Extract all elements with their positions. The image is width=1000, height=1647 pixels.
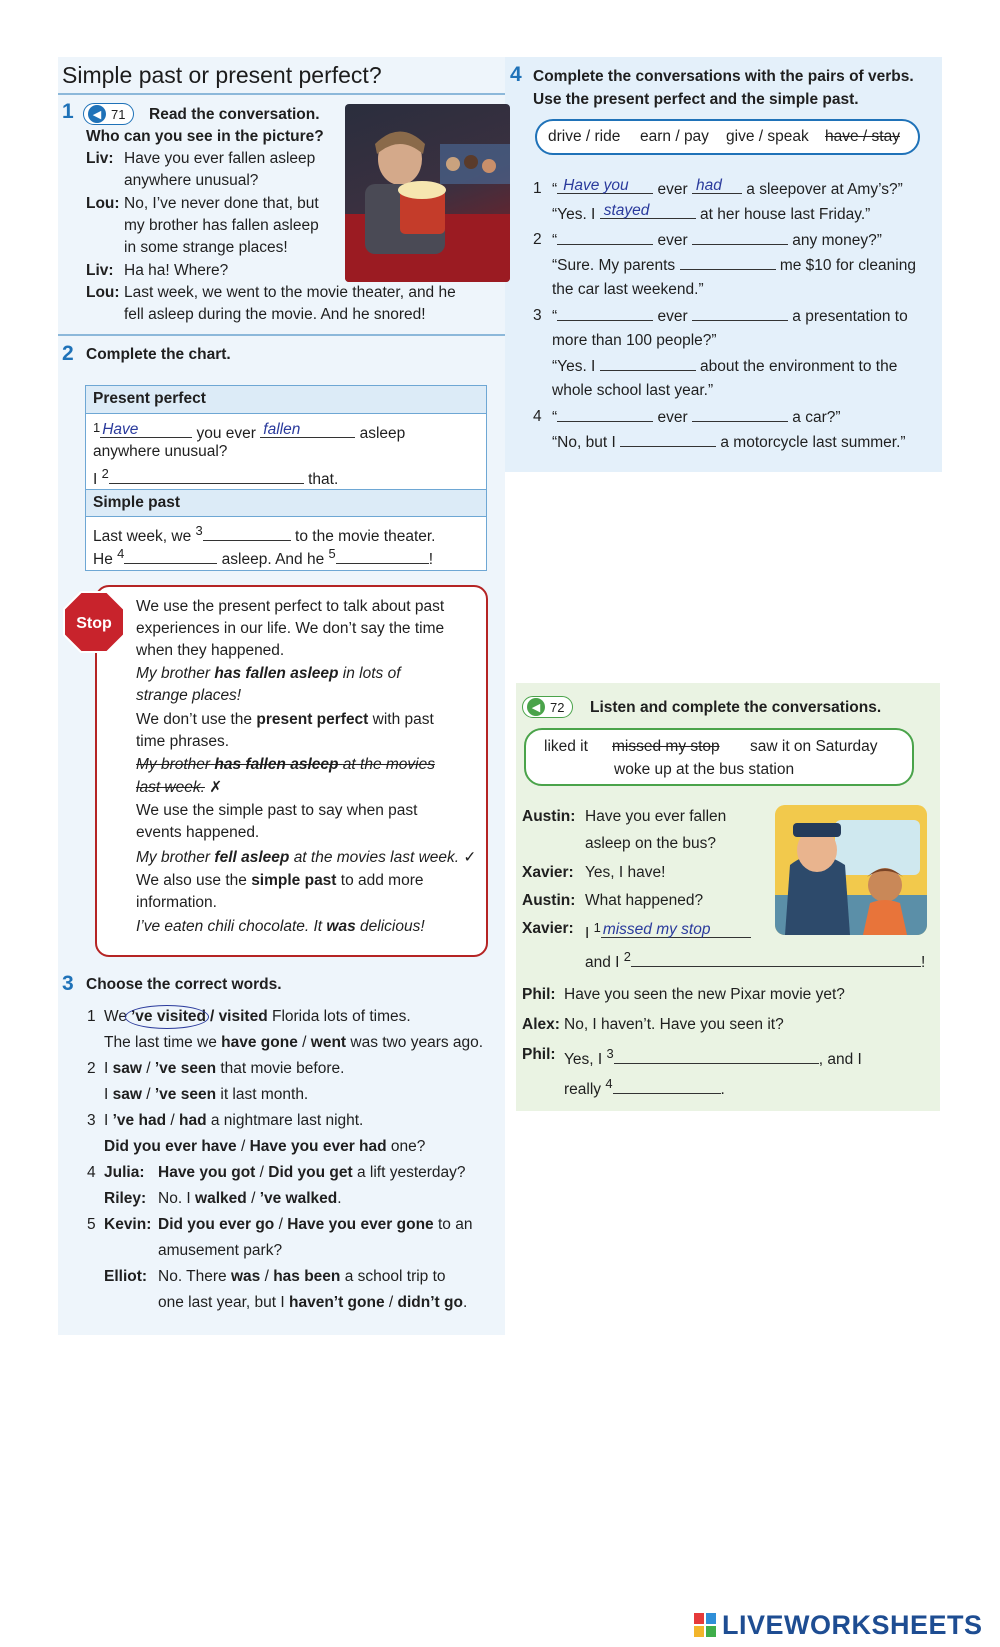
dialogue-line <box>564 1076 725 1099</box>
text: “Yes. I <box>552 206 596 223</box>
answer-blank[interactable] <box>692 307 788 321</box>
answer-blank[interactable] <box>613 1080 721 1094</box>
text: . <box>337 1190 342 1207</box>
selected-choice[interactable] <box>127 1008 210 1025</box>
text: me $10 for cleaning <box>779 257 916 274</box>
choice-option[interactable]: saw <box>112 1086 142 1103</box>
answer-blank[interactable] <box>692 177 742 194</box>
tip-text <box>136 872 424 890</box>
divider <box>58 334 505 336</box>
exercise-number: 2 <box>62 342 74 365</box>
liveworksheets-logo[interactable] <box>694 1610 983 1641</box>
dialogue-line: Last week, we went to the movie theater, and he <box>124 284 456 301</box>
choice-line <box>158 1216 472 1234</box>
choice-line <box>104 1034 483 1052</box>
text: one last year, but I <box>158 1294 285 1311</box>
text: “ <box>552 308 558 325</box>
page-title: Simple past or present perfect? <box>62 62 382 88</box>
dialogue-line: What happened? <box>585 892 704 909</box>
item-number: 2 <box>87 1060 96 1077</box>
chart-line <box>93 523 435 546</box>
choice-option[interactable]: went <box>310 1034 347 1051</box>
item-number: 2 <box>533 231 542 248</box>
choice-option[interactable]: Did you get <box>268 1164 353 1181</box>
text: a car?” <box>792 409 841 426</box>
conversation-line: the car last weekend.” <box>552 281 704 298</box>
answer-text: stayed <box>603 202 650 219</box>
answer-blank[interactable] <box>557 408 653 422</box>
text: I <box>104 1060 109 1077</box>
tip-text: at the movies last week. <box>293 849 460 866</box>
tip-text: was <box>326 918 356 935</box>
conversation-line <box>552 177 903 199</box>
choice-line <box>104 1138 425 1156</box>
answer-blank[interactable] <box>557 307 653 321</box>
speaker: Kevin: <box>104 1216 152 1233</box>
speaker-icon: ◀ <box>527 698 545 716</box>
chart-text: you ever <box>196 425 256 443</box>
answer-blank[interactable] <box>692 408 788 422</box>
text: “ <box>552 232 558 249</box>
item-number: 1 <box>533 180 542 197</box>
chart-text: asleep. And he <box>221 551 325 569</box>
text: No. There <box>158 1268 227 1285</box>
text: / <box>240 1138 246 1155</box>
speaker: Xavier: <box>522 864 574 881</box>
superscript: 4 <box>117 546 125 561</box>
instruction: Listen and complete the conversations. <box>590 699 882 716</box>
word-option: saw it on Saturday <box>750 738 878 755</box>
answer-blank[interactable] <box>620 433 716 447</box>
text: it last month. <box>220 1086 309 1103</box>
tip-text: last week. <box>136 779 205 796</box>
tip-text: delicious! <box>360 918 425 935</box>
dialogue-line: anywhere unusual? <box>124 172 259 189</box>
conversation-line: whole school last year.” <box>552 382 714 399</box>
text: “Yes. I <box>552 358 596 375</box>
answer-text: fallen <box>263 421 301 439</box>
choice-line <box>158 1268 446 1286</box>
choice-option[interactable]: Have you ever gone <box>287 1216 434 1233</box>
text: I <box>585 925 590 943</box>
text: a school trip to <box>344 1268 446 1285</box>
superscript: 3 <box>195 523 203 538</box>
choice-option[interactable]: ’ve seen <box>154 1060 217 1077</box>
text: really <box>564 1081 602 1099</box>
instruction: Use the present perfect and the simple past. <box>533 91 859 108</box>
text: / <box>278 1216 283 1233</box>
item-number: 5 <box>87 1216 96 1233</box>
tip-text: to add more <box>340 872 424 889</box>
dialogue-line: asleep on the bus? <box>585 835 716 852</box>
tip-example <box>136 848 476 867</box>
choice-option[interactable]: ’ve had <box>112 1112 167 1129</box>
superscript: 2 <box>623 949 631 964</box>
speaker-lou: Lou: <box>86 195 120 212</box>
chart-header-simple-past: Simple past <box>93 494 180 511</box>
tip-text: experiences in our life. We don’t say the time <box>136 620 445 637</box>
chart-line <box>93 546 433 569</box>
speaker: Austin: <box>522 808 576 825</box>
choice-option[interactable]: Have you got <box>158 1164 256 1181</box>
text: , and I <box>818 1051 862 1069</box>
choice-line: amusement park? <box>158 1242 283 1259</box>
choice-line <box>104 1112 363 1130</box>
dialogue-line: my brother has fallen asleep <box>124 217 319 234</box>
superscript: 4 <box>605 1076 613 1091</box>
text: I <box>104 1112 109 1129</box>
text: ever <box>657 409 688 426</box>
word-option-used: have / stay <box>825 128 900 145</box>
text: ’ve visited <box>130 1008 206 1025</box>
answer-blank[interactable] <box>600 357 696 371</box>
chart-text: asleep <box>359 425 406 443</box>
chart-text: I <box>93 471 98 489</box>
answer-blank[interactable] <box>203 527 291 541</box>
choice-option[interactable]: Have you ever had <box>249 1138 387 1155</box>
check-icon: ✓ <box>463 849 477 866</box>
answer-blank[interactable] <box>260 421 355 439</box>
text: / <box>251 1190 256 1207</box>
dialogue-line: fell asleep during the movie. And he snored! <box>124 306 426 323</box>
word-option: woke up at the bus station <box>614 761 795 778</box>
tip-text: has fallen asleep <box>214 665 339 682</box>
text: / <box>146 1086 151 1103</box>
instruction: Complete the conversations with the pairs of verbs. <box>533 68 914 85</box>
audio-button[interactable] <box>83 103 134 125</box>
answer-text: had <box>695 177 722 194</box>
exercise-number: 4 <box>510 63 522 86</box>
conversation-line <box>552 256 916 275</box>
cross-icon: ✗ <box>209 779 223 796</box>
tip-text: with past <box>372 711 434 728</box>
tip-example <box>136 665 401 683</box>
text: / <box>302 1034 307 1051</box>
text: . <box>720 1081 725 1099</box>
text: We <box>104 1008 127 1025</box>
conversation-line <box>552 202 871 224</box>
chart-text: ! <box>428 551 434 569</box>
tip-text: We use the present perfect to talk about past <box>136 598 445 615</box>
text: ever <box>657 181 688 198</box>
text: “No, but I <box>552 434 616 451</box>
conversation-line <box>552 357 897 376</box>
tip-text: in lots of <box>342 665 401 682</box>
text: ever <box>657 232 688 249</box>
text: that movie before. <box>220 1060 345 1077</box>
answer-blank[interactable] <box>557 231 653 245</box>
answer-blank[interactable] <box>109 470 304 484</box>
tip-text: fell asleep <box>214 849 290 866</box>
dialogue-line <box>585 949 925 972</box>
text: and I <box>585 954 620 972</box>
speaker-icon: ◀ <box>88 105 106 123</box>
tip-text: time phrases. <box>136 733 230 750</box>
answer-blank[interactable] <box>680 256 776 270</box>
answer-blank[interactable] <box>100 421 192 439</box>
tip-text: events happened. <box>136 824 260 841</box>
answer-blank[interactable] <box>614 1050 819 1064</box>
answer-blank[interactable] <box>336 550 429 564</box>
answer-text: Have <box>102 421 139 439</box>
dialogue-line: Have you seen the new Pixar movie yet? <box>564 986 845 1003</box>
item-number: 4 <box>533 408 542 425</box>
conversation-line <box>552 408 841 427</box>
exercise-number: 3 <box>62 972 74 995</box>
choice-option[interactable]: ’ve walked <box>259 1190 338 1207</box>
tip-text: We don’t use the <box>136 711 253 728</box>
text: at her house last Friday.” <box>700 206 871 223</box>
choice-line <box>158 1164 466 1182</box>
bus-driver-picture <box>775 805 927 935</box>
stop-label: Stop <box>76 615 112 632</box>
word-option: liked it <box>544 738 588 755</box>
answer-blank[interactable] <box>631 953 921 967</box>
instruction: Choose the correct words. <box>86 976 282 993</box>
item-number: 3 <box>533 307 542 324</box>
dialogue-line: No, I haven’t. Have you seen it? <box>564 1016 784 1033</box>
word-option: drive / ride <box>548 128 621 145</box>
text: / <box>146 1060 151 1077</box>
answer-text: missed my stop <box>602 921 711 939</box>
chart-line: anywhere unusual? <box>93 443 228 460</box>
answer-blank[interactable] <box>600 202 696 219</box>
answer-blank[interactable] <box>601 921 751 939</box>
speaker: Julia: <box>104 1164 145 1181</box>
instruction: Read the conversation. <box>149 106 320 123</box>
stop-sign-icon <box>62 590 126 654</box>
tip-text: My brother <box>136 849 211 866</box>
superscript: 5 <box>328 546 336 561</box>
audio-button[interactable] <box>522 696 573 718</box>
dialogue-line: Yes, I have! <box>585 864 666 881</box>
speaker-liv: Liv: <box>86 150 114 167</box>
tip-example <box>136 918 425 936</box>
tip-text: I’ve eaten chili chocolate. It <box>136 918 323 935</box>
tip-text: simple past <box>251 872 337 889</box>
item-number: 4 <box>87 1164 96 1181</box>
tip-wrong-example <box>136 756 435 774</box>
tip-text: My brother <box>136 665 211 682</box>
chart-text: Last week, we <box>93 528 192 546</box>
conversation-line: more than 100 people?” <box>552 332 717 349</box>
tip-text: We use the simple past to say when past <box>136 802 418 819</box>
movie-theater-picture <box>345 104 510 282</box>
text: about the environment to the <box>700 358 898 375</box>
chart-text: He <box>93 551 113 569</box>
choice-option[interactable]: didn’t go <box>397 1294 463 1311</box>
logo-icon <box>694 1613 718 1639</box>
dialogue-line: Ha ha! Where? <box>124 262 229 279</box>
dialogue-line <box>564 1046 862 1069</box>
choice-option[interactable]: has been <box>273 1268 341 1285</box>
choice-option[interactable]: haven’t gone <box>288 1294 385 1311</box>
superscript: 1 <box>593 920 601 935</box>
answer-blank[interactable] <box>124 550 217 564</box>
speaker: Phil: <box>522 986 556 1003</box>
dialogue-line: No, I’ve never done that, but <box>124 195 319 212</box>
choice-option[interactable]: ’ve seen <box>154 1086 217 1103</box>
speaker: Elliot: <box>104 1268 148 1285</box>
text: a nightmare last night. <box>210 1112 364 1129</box>
text: Yes, I <box>564 1051 603 1069</box>
item-number: 3 <box>87 1112 96 1129</box>
text: / <box>170 1112 175 1129</box>
chart-line <box>93 420 405 443</box>
text: No. I <box>158 1190 191 1207</box>
choice-option[interactable]: / visited <box>209 1008 268 1025</box>
choice-option[interactable]: was <box>230 1268 261 1285</box>
text: a lift yesterday? <box>356 1164 466 1181</box>
superscript: 2 <box>101 466 109 481</box>
dialogue-line <box>585 920 751 943</box>
conversation-line <box>552 231 882 250</box>
text: a motorcycle last summer.” <box>720 434 906 451</box>
text: I <box>104 1086 109 1103</box>
speaker-liv: Liv: <box>86 262 114 279</box>
choice-option[interactable]: saw <box>112 1060 142 1077</box>
logo-text: LIVEWORKSHEETS <box>722 1610 983 1640</box>
text: / <box>259 1164 264 1181</box>
answer-text: Have you <box>563 177 629 194</box>
answer-blank[interactable] <box>557 177 653 194</box>
superscript: 3 <box>606 1046 614 1061</box>
choice-option[interactable]: have gone <box>221 1034 298 1051</box>
selection-circle <box>125 1005 209 1029</box>
tip-text: has fallen asleep <box>214 756 339 773</box>
text: . <box>462 1294 468 1311</box>
audio-track: 72 <box>550 699 565 715</box>
speaker: Austin: <box>522 892 576 909</box>
speaker: Xavier: <box>522 920 574 937</box>
choice-option[interactable]: Did you ever have <box>104 1138 237 1155</box>
audio-track: 71 <box>111 106 126 122</box>
tip-text: We also use the <box>136 872 247 889</box>
text: a presentation to <box>792 308 908 325</box>
choice-option[interactable]: had <box>178 1112 207 1129</box>
text: ! <box>920 954 926 972</box>
text: to an <box>437 1216 473 1233</box>
answer-blank[interactable] <box>692 231 788 245</box>
text: The last time we <box>104 1034 217 1051</box>
text: “ <box>552 409 558 426</box>
choice-line <box>104 1060 344 1078</box>
chart-header-present-perfect: Present perfect <box>93 390 206 407</box>
dialogue-line: in some strange places! <box>124 239 288 256</box>
tip-text: present perfect <box>256 711 369 728</box>
choice-line <box>158 1190 342 1208</box>
text: / <box>264 1268 269 1285</box>
tip-example: strange places! <box>136 687 242 704</box>
tip-text: My brother <box>136 756 211 773</box>
chart-line <box>93 466 338 489</box>
text: one? <box>390 1138 426 1155</box>
speaker-lou: Lou: <box>86 284 120 301</box>
text: / <box>388 1294 394 1311</box>
instruction: Complete the chart. <box>86 346 231 363</box>
exercise-number: 1 <box>62 100 74 123</box>
word-option: give / speak <box>726 128 809 145</box>
choice-line <box>104 1086 308 1104</box>
tip-text <box>136 711 434 729</box>
choice-line <box>104 1008 411 1026</box>
superscript: 1 <box>93 420 101 435</box>
tip-text: at the movies <box>342 756 435 773</box>
dialogue-line: Have you ever fallen <box>585 808 727 825</box>
word-option: earn / pay <box>640 128 709 145</box>
text: a sleepover at Amy’s?” <box>746 181 903 198</box>
choice-line <box>158 1294 467 1312</box>
speaker: Riley: <box>104 1190 147 1207</box>
text: Florida lots of times. <box>271 1008 411 1025</box>
chart-text: that. <box>308 471 339 489</box>
item-number: 1 <box>87 1008 96 1025</box>
text: was two years ago. <box>350 1034 484 1051</box>
text: “ <box>552 181 558 198</box>
instruction: Who can you see in the picture? <box>86 128 324 145</box>
text: ever <box>657 308 688 325</box>
conversation-line <box>552 433 906 452</box>
choice-option[interactable]: walked <box>195 1190 247 1207</box>
text: “Sure. My parents <box>552 257 676 274</box>
conversation-line <box>552 307 908 326</box>
text: any money?” <box>792 232 882 249</box>
dialogue-line: Have you ever fallen asleep <box>124 150 316 167</box>
choice-option[interactable]: Did you ever go <box>158 1216 275 1233</box>
tip-text: information. <box>136 894 217 911</box>
tip-wrong-example <box>136 778 222 797</box>
speaker: Alex: <box>522 1016 560 1033</box>
word-option-used: missed my stop <box>612 738 720 755</box>
speaker: Phil: <box>522 1046 556 1063</box>
chart-text: to the movie theater. <box>295 528 436 546</box>
tip-text: when they happened. <box>136 642 285 659</box>
